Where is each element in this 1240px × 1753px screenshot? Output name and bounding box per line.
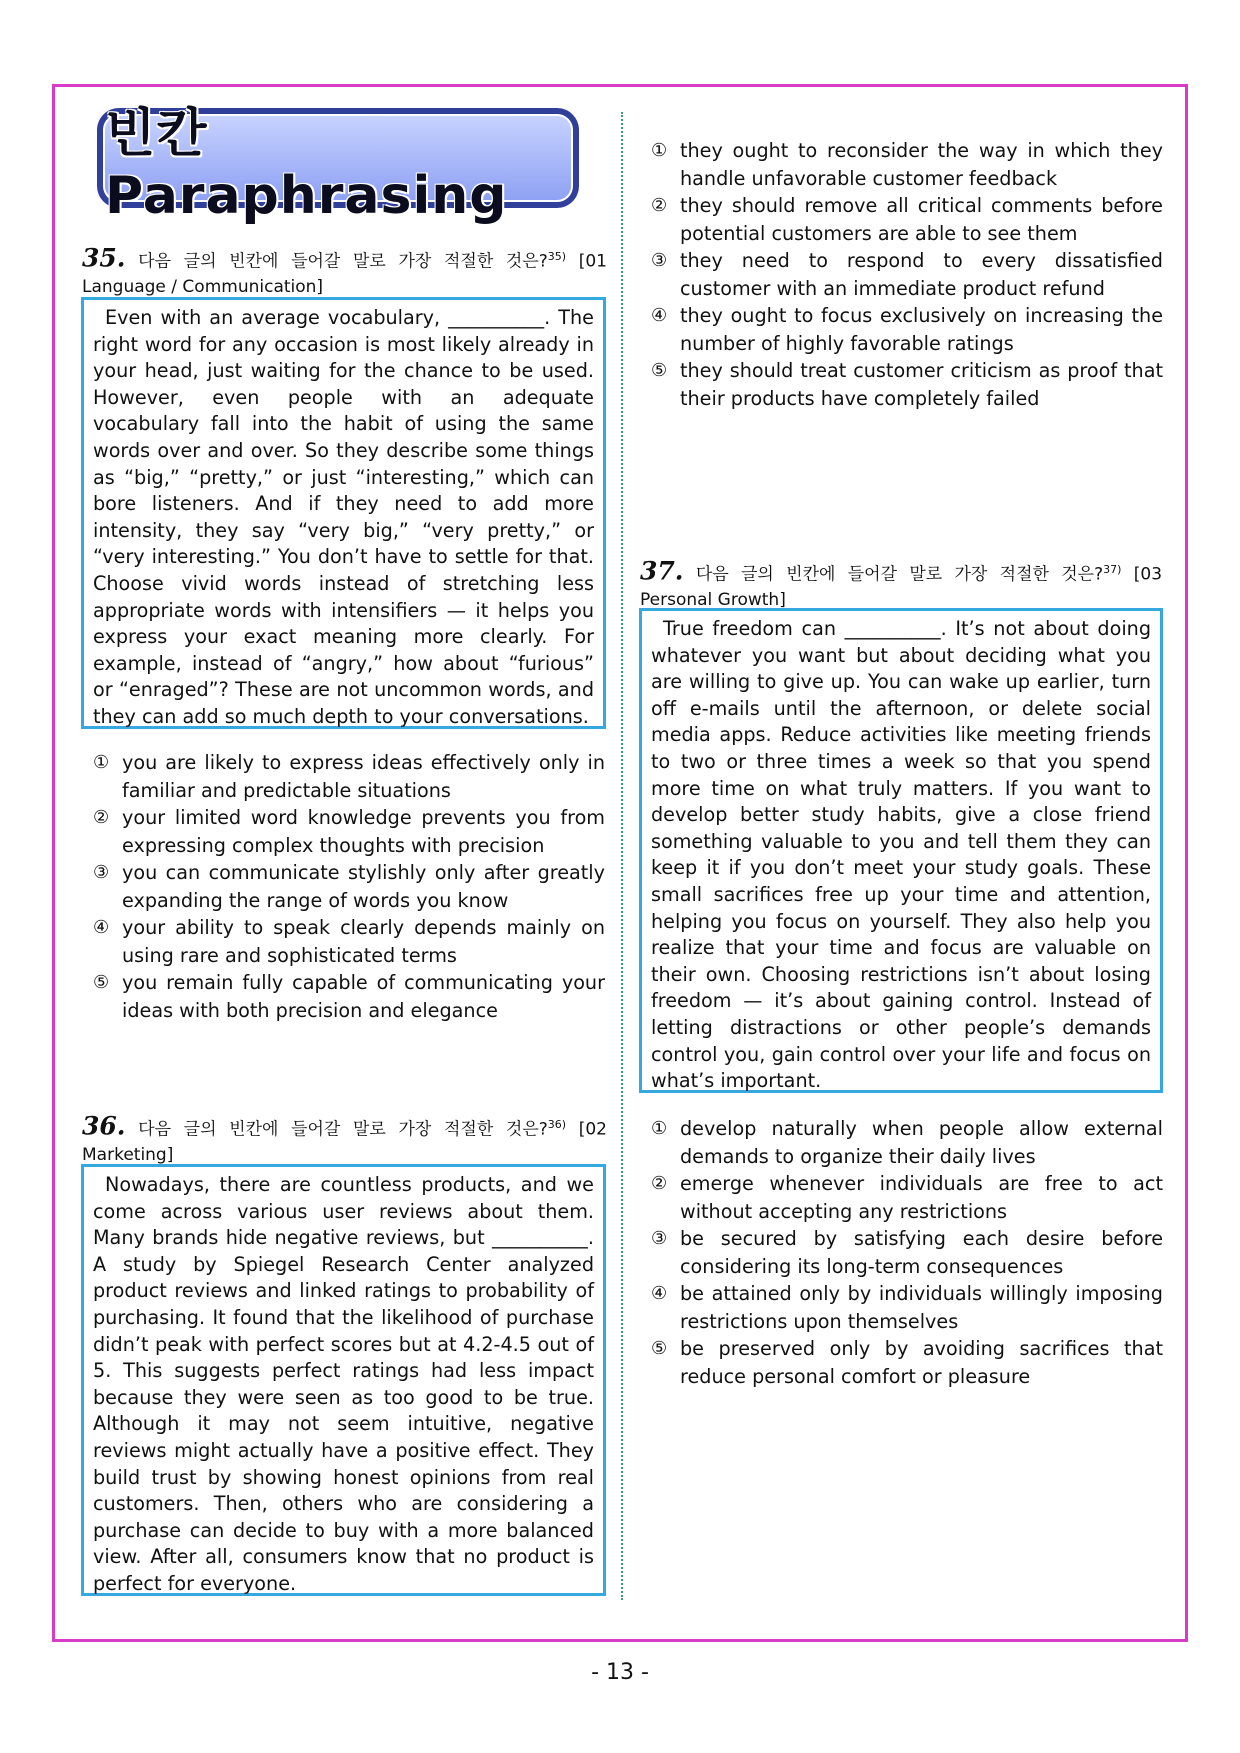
question-36-category: [02 Marketing] [82, 1119, 607, 1165]
question-35-category: [01 Language / Communication] [82, 251, 607, 297]
question-37-option-5[interactable] [651, 1335, 1163, 1390]
option-number: ③ [93, 862, 110, 883]
option-text: your ability to speak clearly depends mainly on using rare and sophisticated terms [122, 916, 605, 967]
question-36-number: 36. [82, 1111, 126, 1141]
question-37-passage [639, 608, 1163, 1093]
option-text: emerge whenever individuals are free to act without accepting any restrictions [680, 1172, 1163, 1223]
option-text: they ought to focus exclusively on increasing the number of highly favorable ratings [680, 304, 1163, 355]
option-text: they should remove all critical comments before potential customers are able to see them [680, 194, 1163, 245]
question-36-option-2[interactable] [651, 192, 1163, 247]
question-35-options [93, 749, 605, 1024]
question-36-option-4[interactable] [651, 302, 1163, 357]
question-37-options [651, 1115, 1163, 1390]
question-36-header [82, 1112, 607, 1168]
option-number: ② [651, 195, 668, 216]
question-37-option-2[interactable] [651, 1170, 1163, 1225]
option-text: they should treat customer criticism as proof that their products have completely failed [680, 359, 1163, 410]
option-number: ⑤ [93, 972, 110, 993]
banner-title: 빈칸 Paraphrasing [105, 103, 508, 226]
option-text: they need to respond to every dissatisfied customer with an immediate product refund [680, 249, 1163, 300]
option-text: develop naturally when people allow external demands to organize their daily lives [680, 1117, 1163, 1168]
option-number: ④ [93, 917, 110, 938]
question-35-option-4[interactable] [93, 914, 605, 969]
option-number: ① [651, 140, 668, 161]
option-text: be attained only by individuals willingly imposing restrictions upon themselves [680, 1282, 1163, 1333]
question-35-footnote: 35) [547, 250, 567, 263]
question-36-passage [81, 1164, 606, 1596]
question-36-option-3[interactable] [651, 247, 1163, 302]
question-36-prompt: 다음 글의 빈칸에 들어갈 말로 가장 적절한 것은? [138, 1119, 548, 1140]
question-35-passage-text: Even with an average vocabulary, __________. The right word for any occasion is most likely already in your head, just waiting for the chance to be used. However, even people with an adequate vocabulary fall into the habit of using the same words over and over. So they describe some things as “big,” “pretty,” or just “interesting,” which can bore listeners. And if they need to add more intensity, they say “very big,” “very pretty,” or “very interesting.” You don’t have to settle for that. Choose vivid words instead of stretching less appropriate words with intensifiers — it helps you express your exact meaning more clearly. For example, instead of “angry,” how about “furious” or “enraged”? These are not uncommon words, and they can add so much depth to your conversations. [93, 306, 594, 728]
question-37-number: 37. [640, 556, 684, 586]
question-37-header [640, 557, 1162, 613]
question-35-option-5[interactable] [93, 969, 605, 1024]
option-text: they ought to reconsider the way in which they handle unfavorable customer feedback [680, 139, 1163, 190]
option-number: ① [651, 1118, 668, 1139]
option-text: you are likely to express ideas effectively only in familiar and predictable situations [122, 751, 605, 802]
question-36-option-1[interactable] [651, 137, 1163, 192]
page-number: - 13 - [591, 1660, 649, 1685]
question-37-option-1[interactable] [651, 1115, 1163, 1170]
question-37-category: [03 Personal Growth] [640, 564, 1163, 610]
option-text: you can communicate stylishly only after greatly expanding the range of words you know [122, 861, 605, 912]
option-text: be secured by satisfying each desire before considering its long-term consequences [680, 1227, 1163, 1278]
option-text: you remain fully capable of communicating your ideas with both precision and elegance [122, 971, 605, 1022]
column-divider [621, 112, 623, 1600]
question-35-header [82, 244, 607, 300]
question-36-footnote: 36) [547, 1118, 567, 1131]
question-37-passage-text: True freedom can __________. It’s not about doing whatever you want but about deciding what you are willing to give up. You can wake up earlier, turn off e-mails until the afternoon, or delete social media apps. Reduce activities like meeting friends to two or three times a week so that you spend more time on what truly matters. If you want to develop better study habits, give a close friend something valuable to you and tell them they can keep it if you don’t meet your study goals. These small sacrifices free up your time and attention, helping you focus on yourself. They also help you realize that your time and focus are valuable on their own. Choosing restrictions isn’t about losing freedom — it’s about gaining control. Instead of letting distractions or other people’s demands control you, gain control over your life and focus on what’s important. [651, 617, 1151, 1093]
section-banner [97, 103, 579, 226]
question-35-passage [81, 297, 606, 729]
question-35-number: 35. [82, 243, 126, 273]
question-37-option-4[interactable] [651, 1280, 1163, 1335]
option-number: ③ [651, 250, 668, 271]
question-37-option-3[interactable] [651, 1225, 1163, 1280]
option-number: ⑤ [651, 360, 668, 381]
question-36-passage-text: Nowadays, there are countless products, and we come across various user reviews about them. Many brands hide negative reviews, but __________. A study by Spiegel Research Center analyzed product reviews and linked ratings to probability of purchasing. It found that the likelihood of purchase didn’t peak with perfect scores but at 4.2-4.5 out of 5. This suggests perfect ratings had less impact because they were seen as too good to be true. Although it may not seem intuitive, negative reviews might actually have a positive effect. They build trust by showing honest opinions from real customers. Then, others who are considering a purchase can decide to buy with a more balanced view. After all, consumers know that no product is perfect for everyone. [93, 1173, 594, 1595]
option-number: ② [651, 1173, 668, 1194]
question-37-prompt: 다음 글의 빈칸에 들어갈 말로 가장 적절한 것은? [695, 564, 1104, 585]
option-number: ② [93, 807, 110, 828]
option-text: be preserved only by avoiding sacrifices that reduce personal comfort or pleasure [680, 1337, 1163, 1388]
option-number: ④ [651, 305, 668, 326]
option-number: ① [93, 752, 110, 773]
question-37-footnote: 37) [1103, 563, 1122, 576]
question-35-prompt: 다음 글의 빈칸에 들어갈 말로 가장 적절한 것은? [138, 251, 548, 272]
question-35-option-1[interactable] [93, 749, 605, 804]
question-36-options [651, 137, 1163, 412]
question-35-option-3[interactable] [93, 859, 605, 914]
option-number: ④ [651, 1283, 668, 1304]
question-36-option-5[interactable] [651, 357, 1163, 412]
option-number: ⑤ [651, 1338, 668, 1359]
question-35-option-2[interactable] [93, 804, 605, 859]
section-banner-inner [103, 103, 573, 226]
option-text: your limited word knowledge prevents you from expressing complex thoughts with precision [122, 806, 605, 857]
option-number: ③ [651, 1228, 668, 1249]
